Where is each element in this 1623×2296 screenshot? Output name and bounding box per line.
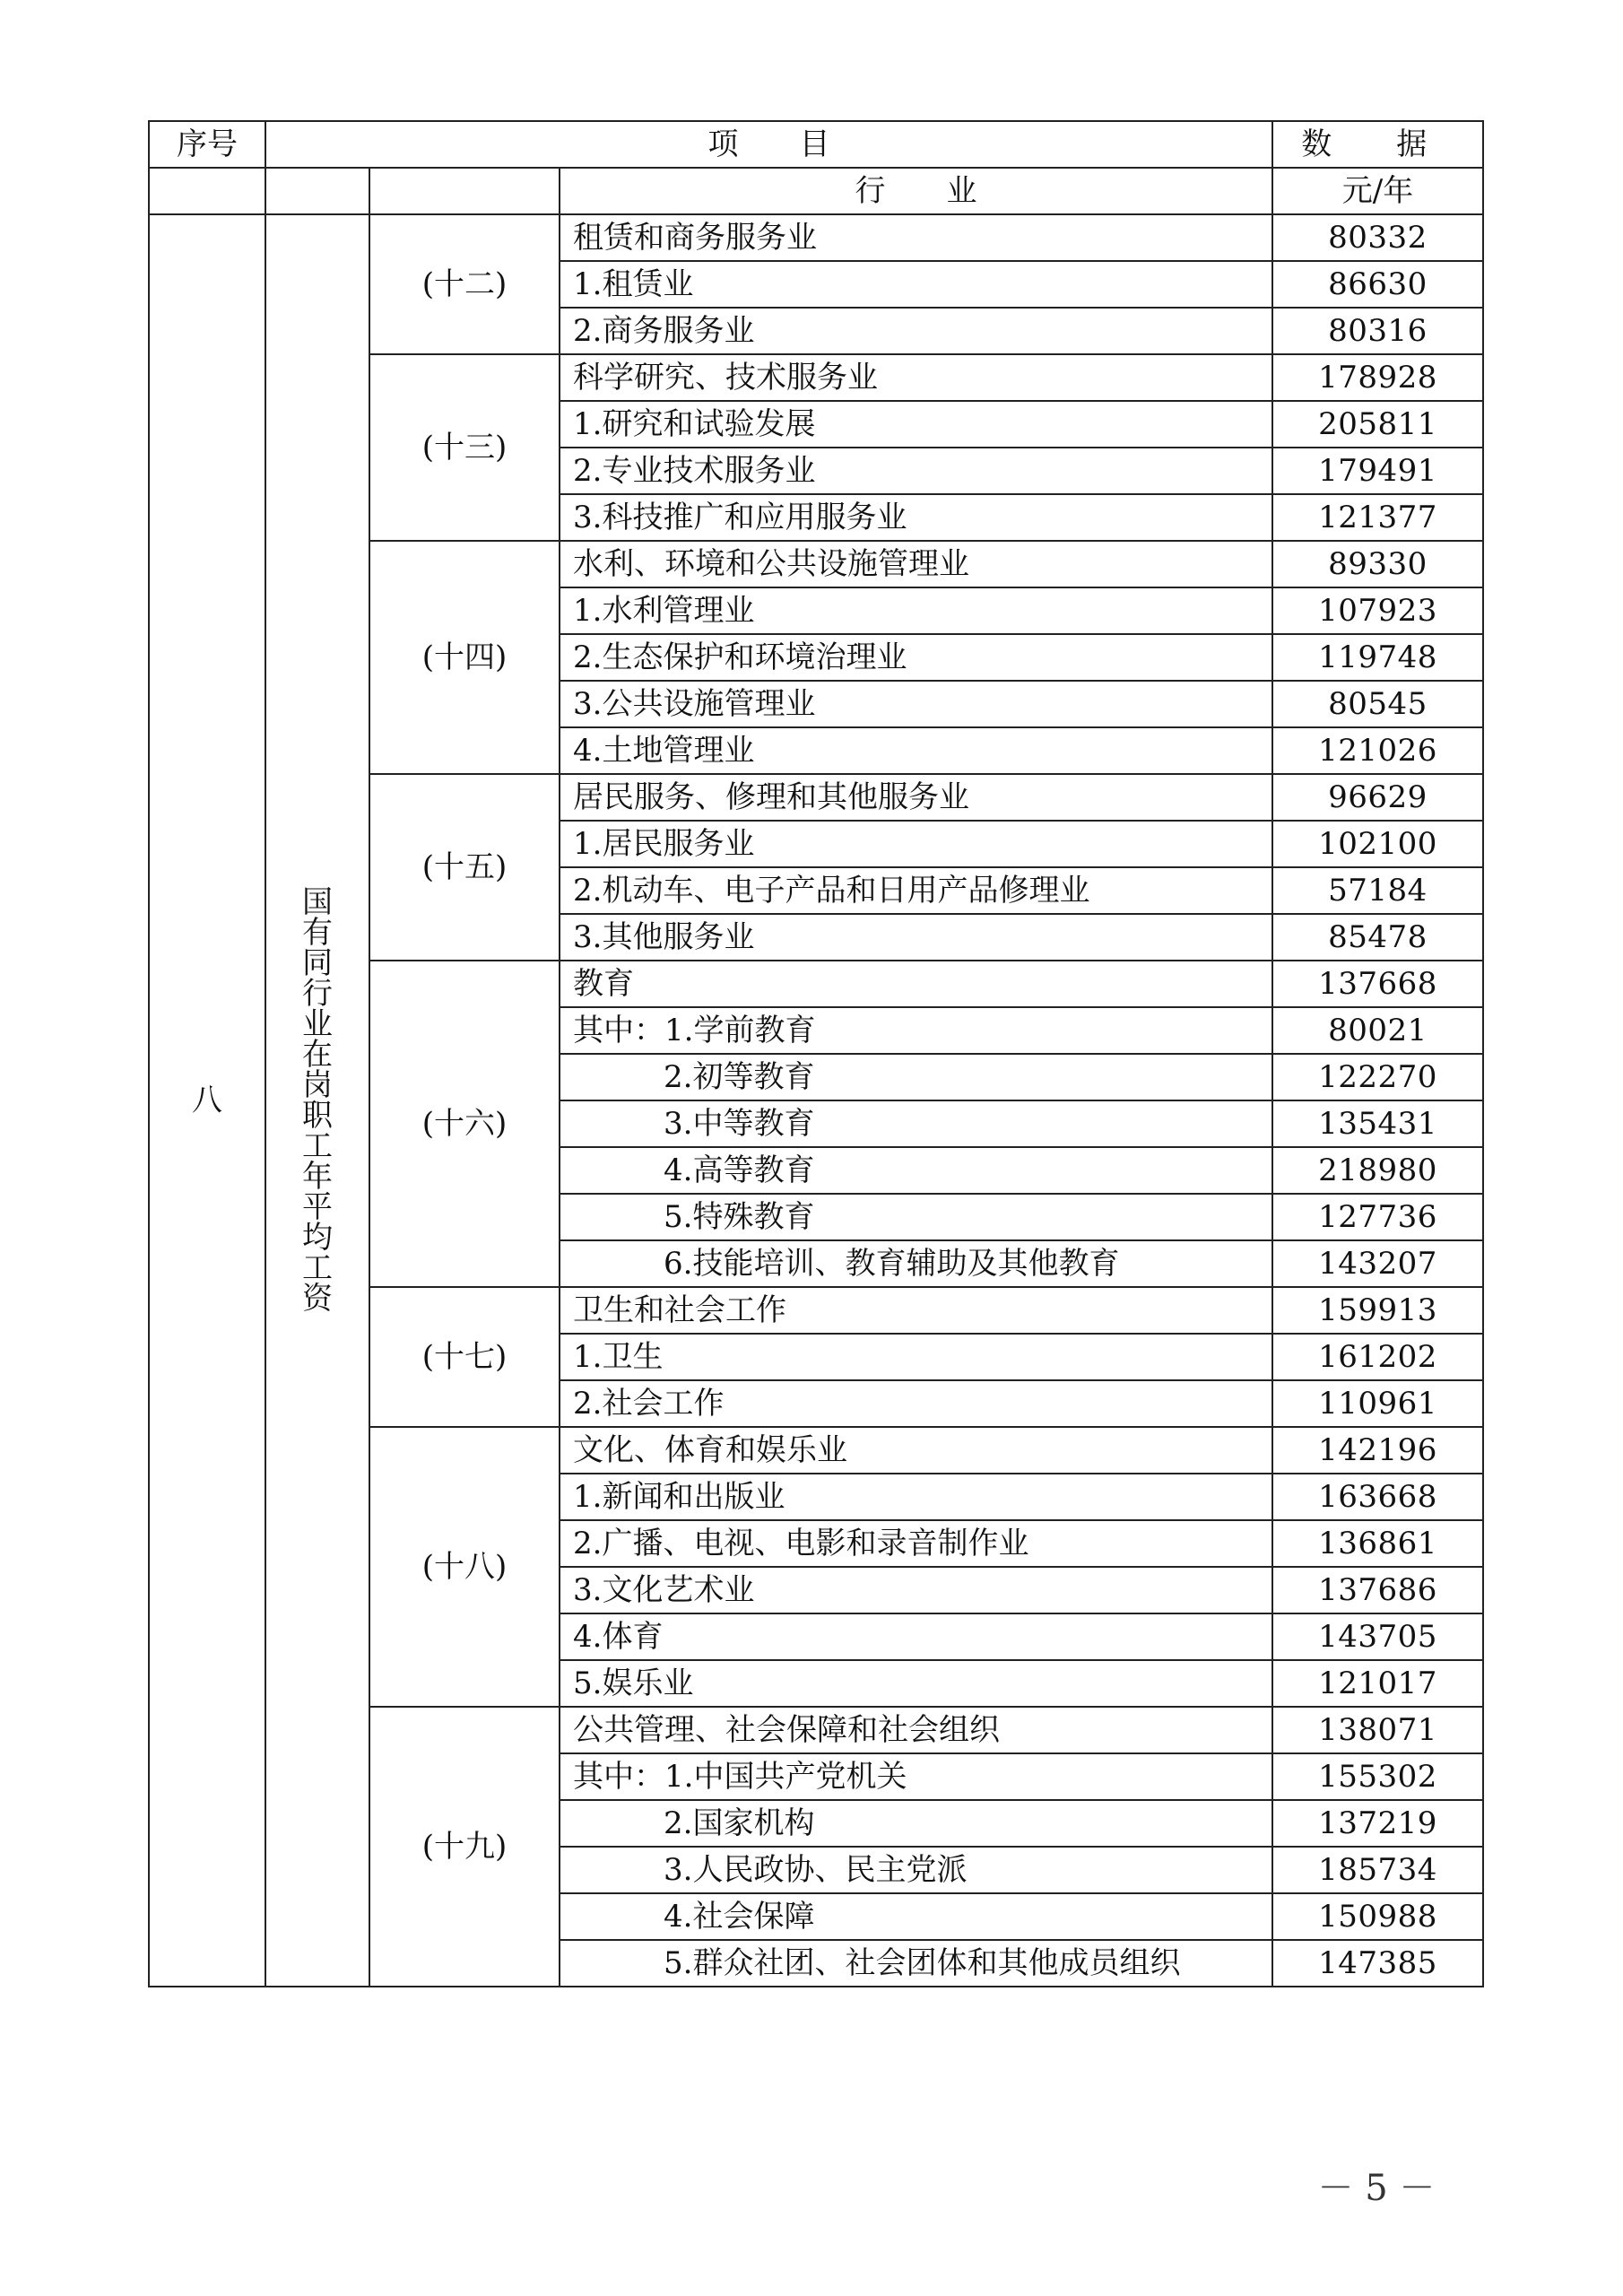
industry-label: 2.广播、电视、电影和录音制作业 xyxy=(560,1520,1272,1567)
wage-value: 121377 xyxy=(1272,494,1483,541)
industry-label: 3.文化艺术业 xyxy=(560,1567,1272,1613)
section-title-char: 有 xyxy=(302,915,333,951)
industry-label: 2.商务服务业 xyxy=(560,308,1272,354)
wage-value: 107923 xyxy=(1272,587,1483,634)
seq-header: 序号 xyxy=(149,121,265,168)
empty-cell xyxy=(265,168,369,214)
industry-label: 4.社会保障 xyxy=(560,1893,1272,1940)
empty-cell xyxy=(369,168,560,214)
section-title-char: 国 xyxy=(302,884,333,920)
section-title-char: 同 xyxy=(302,945,333,981)
industry-label: 2.专业技术服务业 xyxy=(560,448,1272,494)
page-number: － 5 － xyxy=(1317,2168,1436,2209)
industry-label: 1.卫生 xyxy=(560,1334,1272,1380)
industry-label: 水利、环境和公共设施管理业 xyxy=(560,541,1272,587)
wage-table xyxy=(148,120,1484,1987)
industry-label: 4.体育 xyxy=(560,1613,1272,1660)
wage-value: 155302 xyxy=(1272,1753,1483,1800)
wage-value: 122270 xyxy=(1272,1054,1483,1100)
subheader-row xyxy=(149,168,1483,214)
wage-value: 147385 xyxy=(1272,1940,1483,1987)
industry-label: 公共管理、社会保障和社会组织 xyxy=(560,1707,1272,1753)
section-title-char: 工 xyxy=(302,1250,333,1286)
industry-label: 5.群众社团、社会团体和其他成员组织 xyxy=(560,1940,1272,1987)
wage-value: 179491 xyxy=(1272,448,1483,494)
group-code: (十五) xyxy=(369,774,560,961)
group-code: (十九) xyxy=(369,1707,560,1987)
industry-label: 2.初等教育 xyxy=(560,1054,1272,1100)
industry-label: 3.公共设施管理业 xyxy=(560,681,1272,727)
section-title-char: 资 xyxy=(302,1281,333,1317)
wage-value: 159913 xyxy=(1272,1287,1483,1334)
group-code: (十六) xyxy=(369,961,560,1287)
wage-value: 136861 xyxy=(1272,1520,1483,1567)
wage-value: 218980 xyxy=(1272,1147,1483,1194)
table-body xyxy=(149,121,1483,1987)
wage-value: 161202 xyxy=(1272,1334,1483,1380)
industry-label: 1.居民服务业 xyxy=(560,821,1272,867)
wage-value: 80332 xyxy=(1272,214,1483,261)
industry-label: 其中：1.学前教育 xyxy=(560,1007,1272,1054)
wage-value: 178928 xyxy=(1272,354,1483,401)
industry-label: 3.人民政协、民主党派 xyxy=(560,1847,1272,1893)
group-code: (十八) xyxy=(369,1427,560,1707)
industry-label: 2.机动车、电子产品和日用产品修理业 xyxy=(560,867,1272,914)
wage-value: 143207 xyxy=(1272,1240,1483,1287)
wage-value: 89330 xyxy=(1272,541,1483,587)
wage-value: 80545 xyxy=(1272,681,1483,727)
group-code: (十三) xyxy=(369,354,560,541)
group-code: (十七) xyxy=(369,1287,560,1427)
section-title-char: 职 xyxy=(302,1098,333,1134)
industry-label: 租赁和商务服务业 xyxy=(560,214,1272,261)
section-title-char: 业 xyxy=(302,1006,333,1042)
industry-label: 1.水利管理业 xyxy=(560,587,1272,634)
industry-label: 1.新闻和出版业 xyxy=(560,1474,1272,1520)
industry-label: 卫生和社会工作 xyxy=(560,1287,1272,1334)
section-title-char: 年 xyxy=(302,1159,333,1195)
industry-label: 4.土地管理业 xyxy=(560,727,1272,774)
wage-value: 185734 xyxy=(1272,1847,1483,1893)
industry-label: 2.社会工作 xyxy=(560,1380,1272,1427)
industry-label: 科学研究、技术服务业 xyxy=(560,354,1272,401)
industry-label: 4.高等教育 xyxy=(560,1147,1272,1194)
wage-value: 205811 xyxy=(1272,401,1483,448)
industry-label: 3.科技推广和应用服务业 xyxy=(560,494,1272,541)
wage-value: 143705 xyxy=(1272,1613,1483,1660)
wage-value: 119748 xyxy=(1272,634,1483,681)
table-row xyxy=(149,214,1483,261)
wage-value: 85478 xyxy=(1272,914,1483,961)
wage-value: 150988 xyxy=(1272,1893,1483,1940)
industry-label: 1.租赁业 xyxy=(560,261,1272,308)
wage-value: 96629 xyxy=(1272,774,1483,821)
data-header: 数 据 xyxy=(1272,121,1483,168)
wage-value: 137219 xyxy=(1272,1800,1483,1847)
industry-label: 居民服务、修理和其他服务业 xyxy=(560,774,1272,821)
industry-label: 3.其他服务业 xyxy=(560,914,1272,961)
industry-label: 文化、体育和娱乐业 xyxy=(560,1427,1272,1474)
section-number: 八 xyxy=(149,214,265,1987)
wage-value: 142196 xyxy=(1272,1427,1483,1474)
wage-value: 80316 xyxy=(1272,308,1483,354)
wage-value: 127736 xyxy=(1272,1194,1483,1240)
wage-value: 110961 xyxy=(1272,1380,1483,1427)
unit-header: 元/年 xyxy=(1272,168,1483,214)
industry-label: 5.娱乐业 xyxy=(560,1660,1272,1707)
industry-label: 其中：1.中国共产党机关 xyxy=(560,1753,1272,1800)
wage-value: 121026 xyxy=(1272,727,1483,774)
group-code: (十四) xyxy=(369,541,560,774)
item-header: 项 目 xyxy=(265,121,1272,168)
wage-value: 86630 xyxy=(1272,261,1483,308)
section-title-char: 平 xyxy=(302,1189,333,1225)
wage-value: 137686 xyxy=(1272,1567,1483,1613)
empty-cell xyxy=(149,168,265,214)
industry-label: 2.国家机构 xyxy=(560,1800,1272,1847)
wage-value: 102100 xyxy=(1272,821,1483,867)
wage-value: 138071 xyxy=(1272,1707,1483,1753)
section-title-char: 均 xyxy=(302,1220,333,1256)
industry-label: 1.研究和试验发展 xyxy=(560,401,1272,448)
industry-label: 6.技能培训、教育辅助及其他教育 xyxy=(560,1240,1272,1287)
group-code: (十二) xyxy=(369,214,560,354)
section-title-char: 行 xyxy=(302,976,333,1012)
section-title-char: 工 xyxy=(302,1128,333,1164)
wage-value: 163668 xyxy=(1272,1474,1483,1520)
wage-value: 135431 xyxy=(1272,1100,1483,1147)
industry-label: 教育 xyxy=(560,961,1272,1007)
wage-value: 57184 xyxy=(1272,867,1483,914)
wage-value: 121017 xyxy=(1272,1660,1483,1707)
section-title xyxy=(265,214,369,1987)
wage-value: 137668 xyxy=(1272,961,1483,1007)
section-title-char: 岗 xyxy=(302,1067,333,1103)
wage-value: 80021 xyxy=(1272,1007,1483,1054)
industry-header: 行 业 xyxy=(560,168,1272,214)
header-row xyxy=(149,121,1483,168)
industry-label: 2.生态保护和环境治理业 xyxy=(560,634,1272,681)
industry-label: 5.特殊教育 xyxy=(560,1194,1272,1240)
industry-label: 3.中等教育 xyxy=(560,1100,1272,1147)
section-title-char: 在 xyxy=(302,1037,333,1073)
